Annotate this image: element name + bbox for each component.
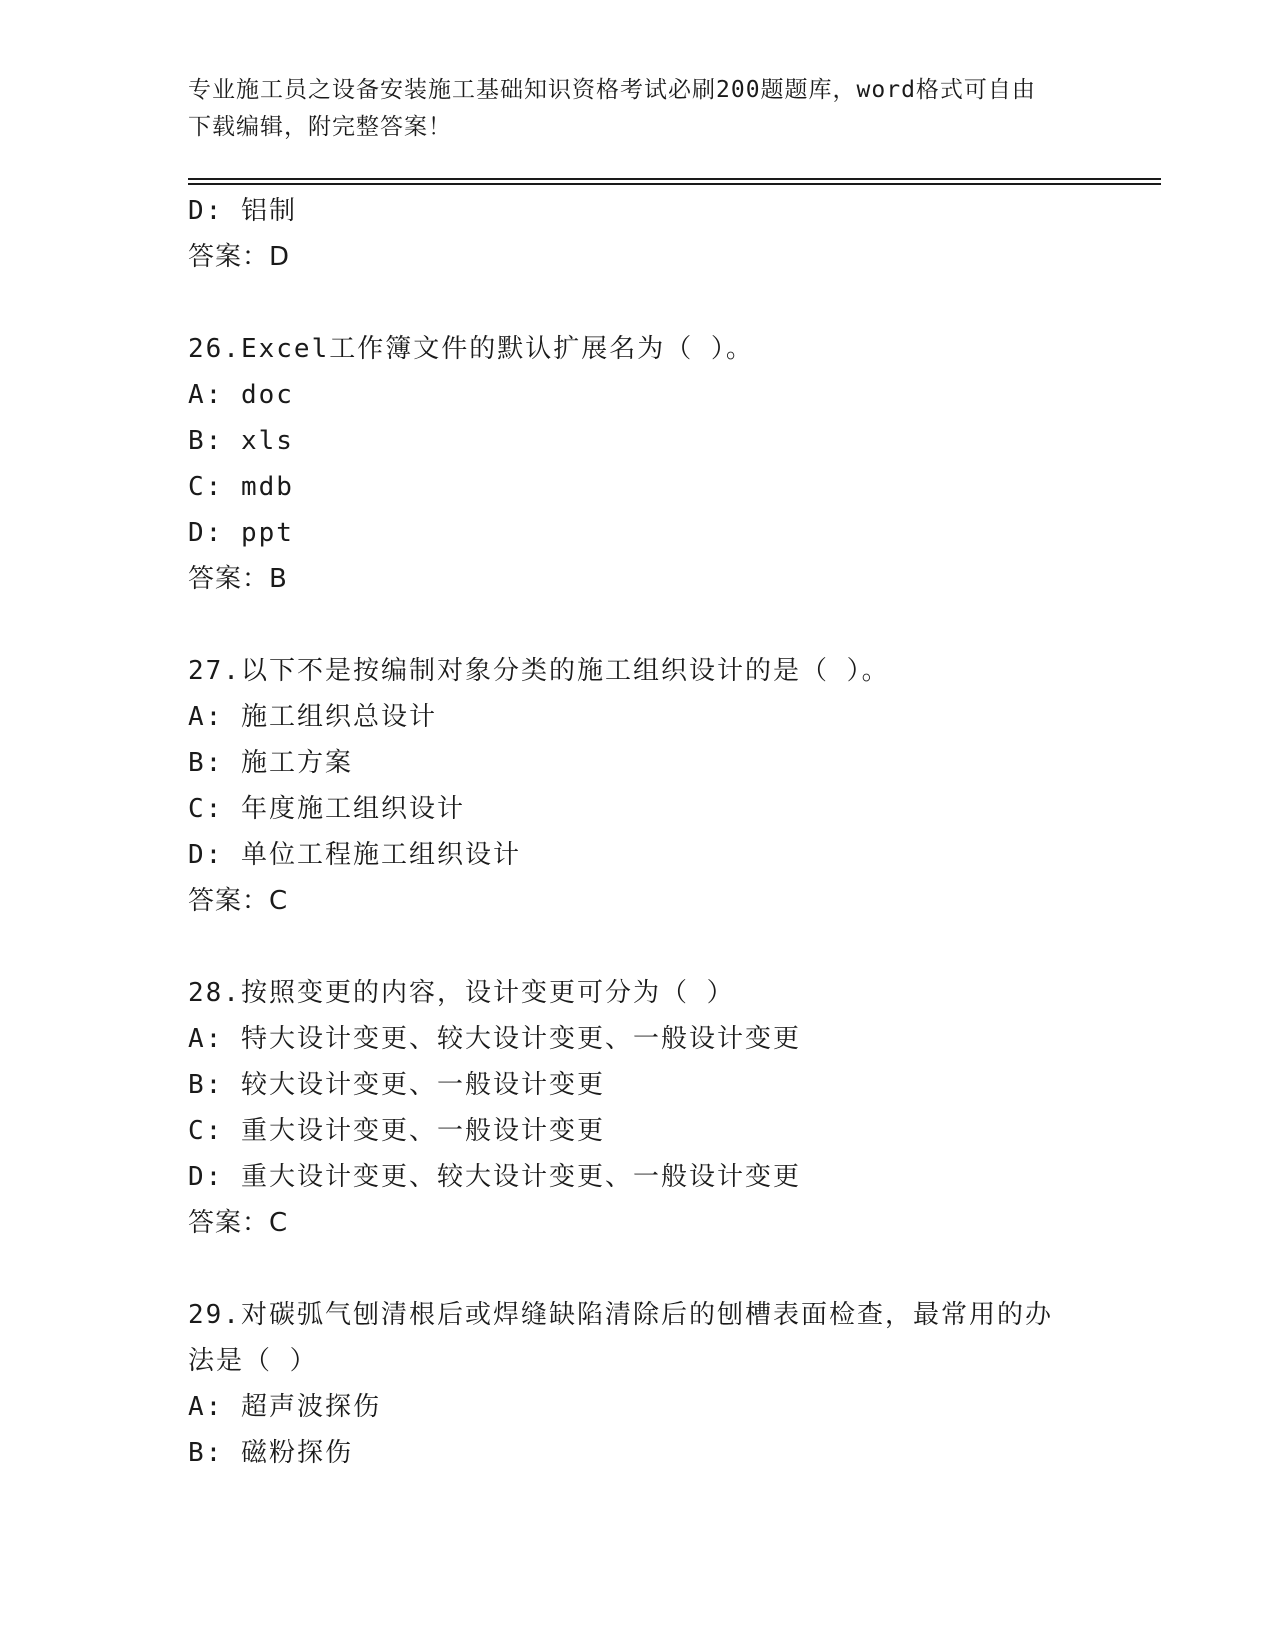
option-c: C: 年度施工组织设计 — [188, 794, 465, 824]
answer-line: 答案：C — [188, 1208, 289, 1238]
header-divider-top — [188, 178, 1161, 180]
question-stem: 27.以下不是按编制对象分类的施工组织设计的是（ ）。 — [188, 656, 890, 686]
answer-line: 答案：D — [188, 242, 291, 272]
spacer — [188, 602, 1148, 648]
option-c: C: mdb — [188, 472, 294, 502]
option-d: D: 单位工程施工组织设计 — [188, 840, 521, 870]
option-a: A: 施工组织总设计 — [188, 702, 437, 732]
option-a: A: 特大设计变更、较大设计变更、一般设计变更 — [188, 1024, 801, 1054]
option-d: D: ppt — [188, 518, 294, 548]
question-stem: 26.Excel工作簿文件的默认扩展名为（ ）。 — [188, 334, 754, 364]
option-b: B: 较大设计变更、一般设计变更 — [188, 1070, 605, 1100]
option-b: B: xls — [188, 426, 294, 456]
option-a: A: doc — [188, 380, 294, 410]
option-a: A: 超声波探伤 — [188, 1392, 381, 1422]
option-b: B: 施工方案 — [188, 748, 353, 778]
previous-question-tail — [188, 188, 1148, 280]
question-list — [188, 188, 1148, 1476]
option-c: C: 重大设计变更、一般设计变更 — [188, 1116, 605, 1146]
spacer — [188, 924, 1148, 970]
question-stem-line-1: 29.对碳弧气刨清根后或焊缝缺陷清除后的刨槽表面检查，最常用的办 — [188, 1300, 1053, 1330]
question-28 — [188, 970, 1148, 1246]
header-line-2: 下载编辑，附完整答案！ — [188, 114, 452, 140]
option-b: B: 磁粉探伤 — [188, 1438, 353, 1468]
document-header — [188, 72, 1088, 146]
header-line-1: 专业施工员之设备安装施工基础知识资格考试必刷200题题库，word格式可自由 — [188, 77, 1036, 103]
answer-line: 答案：B — [188, 564, 288, 594]
option-d: D: 铝制 — [188, 196, 297, 226]
question-stem-line-2: 法是（ ） — [188, 1346, 318, 1376]
question-stem: 28.按照变更的内容，设计变更可分为（ ） — [188, 978, 735, 1008]
answer-line: 答案：C — [188, 886, 289, 916]
spacer — [188, 280, 1148, 326]
question-27 — [188, 648, 1148, 924]
question-26 — [188, 326, 1148, 602]
spacer — [188, 1246, 1148, 1292]
option-d: D: 重大设计变更、较大设计变更、一般设计变更 — [188, 1162, 801, 1192]
header-divider-bottom — [188, 183, 1161, 185]
question-29 — [188, 1292, 1148, 1476]
